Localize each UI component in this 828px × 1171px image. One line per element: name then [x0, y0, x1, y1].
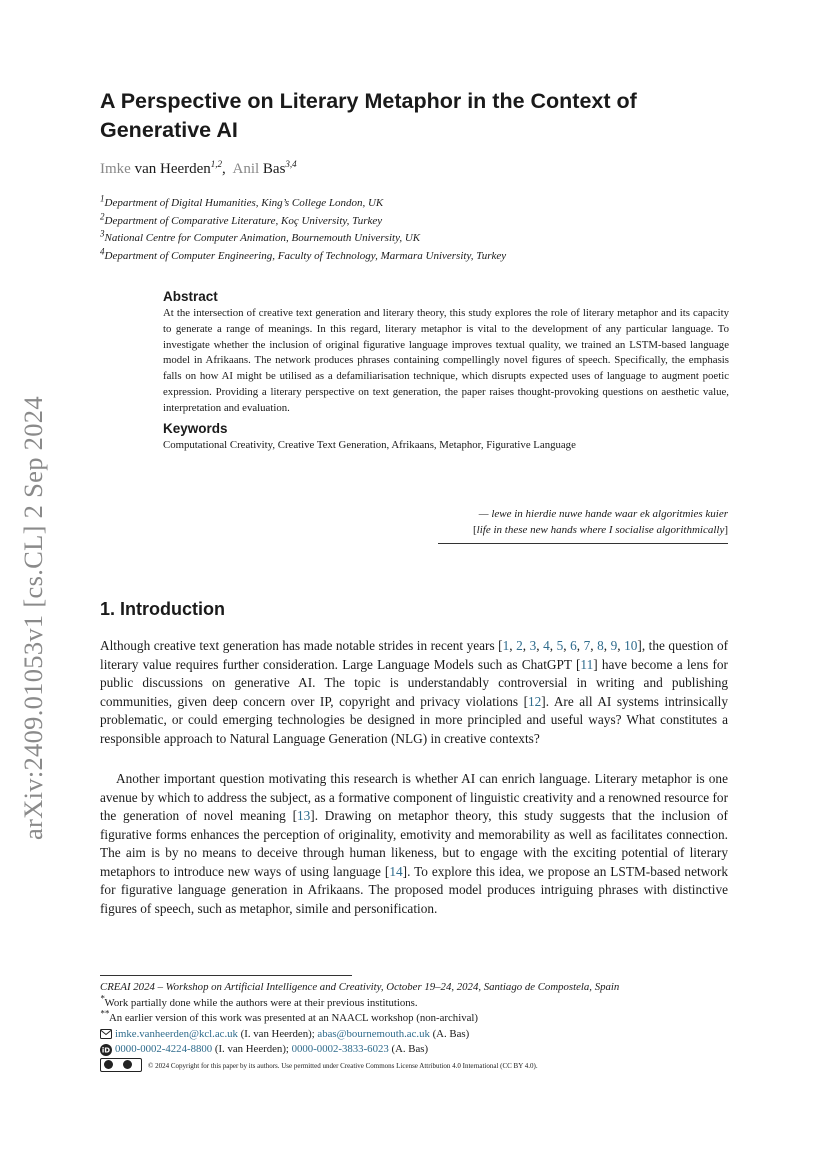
- orcid-icon: [100, 1044, 112, 1056]
- citation-link[interactable]: 8: [597, 638, 604, 653]
- email-link-2[interactable]: abas@bournemouth.ac.uk: [317, 1027, 430, 1040]
- citation-link[interactable]: 1: [502, 638, 510, 653]
- keywords-heading: Keywords: [163, 421, 228, 436]
- epigraph-rule: [438, 543, 728, 544]
- orcid-link-2[interactable]: 0000-0002-3833-6023: [291, 1043, 389, 1056]
- abstract-heading: Abstract: [163, 289, 218, 304]
- affiliation-2: $^2$Department of Comparative Literature, Koç University, Turkey: [100, 210, 383, 227]
- epigraph: [473, 506, 728, 538]
- affiliation-1: $^1$Department of Digital Humanities, King’s College London, UK: [100, 193, 384, 209]
- citation-link[interactable]: 14: [389, 863, 403, 879]
- citation-link[interactable]: 6: [570, 638, 577, 653]
- citation-link[interactable]: 2: [516, 638, 523, 653]
- affiliation-list: [100, 195, 506, 265]
- envelope-icon: [100, 1029, 112, 1039]
- footnote-1: *Work partially done while the authors were at their previous institutions.: [100, 993, 418, 1009]
- author-list: Imke van Heerden$^{1,2}$, Anil Bas$^{3,4}$: [100, 159, 297, 177]
- citation-link[interactable]: 9: [610, 638, 618, 653]
- venue-note: CREAI 2024 – Workshop on Artificial Intelligence and Creativity, October 19–24, 2024, Santiago de Compostela, Spain: [100, 981, 620, 993]
- paper-title: A Perspective on Literary Metaphor in the Context of Generative AI: [100, 89, 637, 142]
- orcid-line: iD 0000-0002-4224-8800 (I. van Heerden); 0000-0002-3833-6023 (A. Bas): [101, 1043, 429, 1056]
- citation-link[interactable]: 3: [529, 638, 537, 653]
- citation-link[interactable]: 10: [624, 638, 638, 653]
- author-1[interactable]: Imke van Heerden$^{1,2}$: [100, 159, 223, 177]
- abstract-text: At the intersection of creative text generation and literary theory, this study explores the role of literary metaphor and its capacity to generate a range of meanings. In this regard, literary metaphor is vital to the development of any particular language. To investigate whether the inclusion of original figurative language improves textual quality, we trained an LSTM-based language model in Afrikaans. The network produces phrases containing compellingly novel figures of speech. Specifically, the emphasis falls on how AI might be utilised as a defamiliarisation technique, which disrupts expected uses of language to augment poetic expression. Providing a literary perspective on text generation, the paper raises thought-provoking questions on aesthetic value, interpretation and evaluation.: [163, 307, 729, 414]
- arxiv-identifier[interactable]: arXiv:2409.01053v1 [cs.CL] 2 Sep 2024: [18, 396, 48, 840]
- keywords-text: Computational Creativity, Creative Text Generation, Afrikaans, Metaphor, Figurative Language: [163, 439, 576, 451]
- section-heading-introduction: 1. Introduction: [100, 599, 225, 619]
- footnote-rule: [100, 975, 352, 976]
- intro-paragraph-1: Although creative text generation has made notable strides in recent years [1, 2, 3, 4, 5, 6, 7, 8, 9, 10], the question of literary value requires further consideration. Large Language Models such as ChatGPT [11] have become a lens for public discussions on generative AI. The topic is understandably controversial in writing and publishing communities, given deep concern over IP, copyright and privacy violations [12]. Are all AI systems intrinsically problematic, or could emerging technologies be designed in more principled and useful ways? What constitutes a responsible approach to Natural Language Generation (NLG) in creative contexts?: [100, 638, 729, 746]
- footnotes: [100, 980, 619, 1075]
- email-line: imke.vanheerden@kcl.ac.uk (I. van Heerden); abas@bournemouth.ac.uk (A. Bas): [100, 1027, 619, 1043]
- affiliation-3: $^3$National Centre for Computer Animation, Bournemouth University, UK: [100, 228, 421, 244]
- citation-link[interactable]: 11: [580, 656, 594, 672]
- citation-link[interactable]: 5: [556, 638, 564, 653]
- cc-by-badge-icon[interactable]: [100, 1058, 142, 1072]
- citation-link[interactable]: 12: [528, 693, 542, 709]
- email-link-1[interactable]: imke.vanheerden@kcl.ac.uk: [115, 1027, 238, 1040]
- citation-link[interactable]: 4: [543, 638, 550, 653]
- license-text: © 2024 Copyright for this paper by its authors. Use permitted under Creative Commons License Attribution 4.0 International (CC BY 4.0).: [148, 1061, 538, 1070]
- affiliation-4: $^4$Department of Computer Engineering, Faculty of Technology, Marmara University, Turkey: [100, 245, 507, 262]
- epigraph-translation: [life in these new hands where I socialise algorithmically]: [472, 524, 728, 536]
- footnote-2: **An earlier version of this work was presented at an NAACL workshop (non-archival): [100, 1008, 478, 1025]
- intro-paragraph-2: Another important question motivating this research is whether AI can enrich language. Literary metaphor is one avenue by which to address the subject, as a formative component of linguistic creativity and a renowned resource for the generation of novel meaning [13]. Drawing on metaphor theory, this study suggests that the inclusion of figurative forms enhances the perception of originality, emotivity and memorability as well as facilitates connection. The aim is by no means to deceive through human likeness, but to engage with the exciting potential of literary metaphors to introduce new ways of using language [14]. To explore this idea, we propose an LSTM-based network for figurative language generation in Afrikaans. The proposed model produces intriguing phrases with distinctive figures of speech, such as metaphor, simile and personification.: [100, 771, 728, 916]
- citation-link[interactable]: 13: [297, 808, 311, 823]
- orcid-link-1[interactable]: 0000-0002-4224-8800: [115, 1043, 213, 1056]
- svg-text:iD: iD: [101, 1046, 111, 1055]
- license-line: [100, 1058, 619, 1075]
- epigraph-afrikaans: — lewe in hierdie nuwe hande waar ek algoritmies kuier: [478, 508, 728, 520]
- author-2[interactable]: Anil Bas$^{3,4}$: [232, 159, 297, 177]
- citation-link[interactable]: 7: [583, 638, 591, 653]
